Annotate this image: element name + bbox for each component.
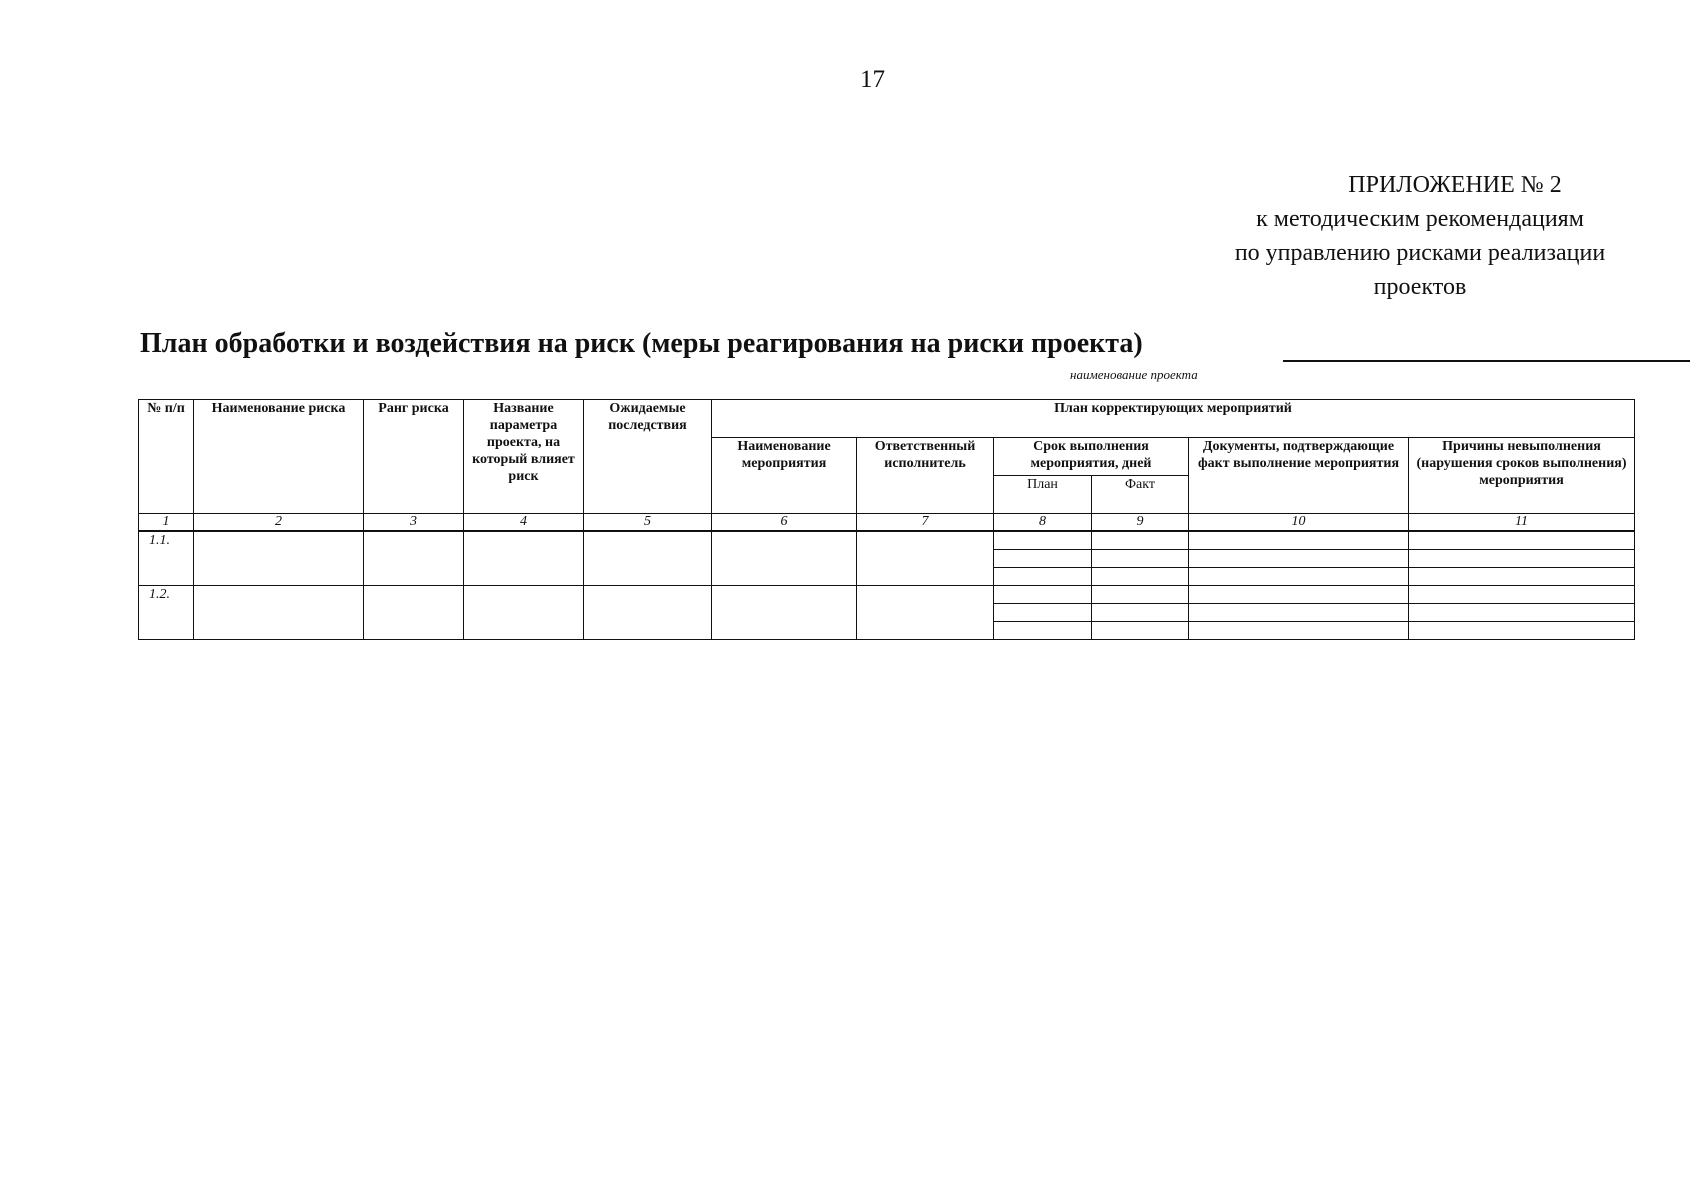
header-fact: Факт bbox=[1092, 476, 1189, 514]
table-row bbox=[139, 531, 1635, 550]
column-number: 7 bbox=[857, 514, 994, 532]
appendix-line-2: по управлению рисками реализации bbox=[1234, 240, 1606, 266]
table-cell bbox=[1092, 622, 1189, 640]
column-numbers-row bbox=[139, 514, 1635, 532]
project-name-caption: наименование проекта bbox=[1070, 367, 1198, 382]
table-cell bbox=[994, 586, 1092, 604]
table-cell bbox=[994, 568, 1092, 586]
table-cell bbox=[194, 531, 364, 586]
appendix-block bbox=[1180, 168, 1660, 304]
header-plan: План bbox=[994, 476, 1092, 514]
row-number: 1.1. bbox=[139, 531, 194, 586]
table-cell bbox=[994, 604, 1092, 622]
column-number: 10 bbox=[1189, 514, 1409, 532]
column-number: 5 bbox=[584, 514, 712, 532]
table-cell bbox=[1092, 531, 1189, 550]
column-number: 3 bbox=[364, 514, 464, 532]
header-documents: Документы, подтверждающие факт выполнение мероприятия bbox=[1189, 438, 1409, 514]
table-cell bbox=[194, 586, 364, 640]
table-cell bbox=[464, 586, 584, 640]
table-cell bbox=[1189, 531, 1409, 550]
header-risk-rank: Ранг риска bbox=[364, 400, 464, 514]
table-cell bbox=[1092, 550, 1189, 568]
header-measure: Наименование мероприятия bbox=[712, 438, 857, 514]
table-cell bbox=[1189, 550, 1409, 568]
column-number: 9 bbox=[1092, 514, 1189, 532]
header-reasons: Причины невыполнения (нарушения сроков выполнения) мероприятия bbox=[1409, 438, 1635, 514]
column-number: 2 bbox=[194, 514, 364, 532]
header-num: № п/п bbox=[139, 400, 194, 514]
appendix-line-1: к методическим рекомендациям bbox=[1256, 206, 1584, 232]
table-cell bbox=[994, 531, 1092, 550]
table-cell bbox=[994, 550, 1092, 568]
column-number: 4 bbox=[464, 514, 584, 532]
risk-plan-table bbox=[138, 399, 1635, 640]
header-responsible: Ответственный исполнитель bbox=[857, 438, 994, 514]
appendix-line-3: проектов bbox=[1373, 274, 1467, 300]
header-risk-name: Наименование риска bbox=[194, 400, 364, 514]
table-cell bbox=[1092, 586, 1189, 604]
table-cell bbox=[994, 622, 1092, 640]
header-deadline: Срок выполнения мероприятия, дней bbox=[994, 438, 1189, 476]
table-cell bbox=[1092, 604, 1189, 622]
table-cell bbox=[712, 586, 857, 640]
table-cell bbox=[1092, 568, 1189, 586]
header-consequences: Ожидаемые последствия bbox=[584, 400, 712, 514]
table-cell bbox=[1189, 622, 1409, 640]
table-cell bbox=[857, 531, 994, 586]
table-cell bbox=[364, 586, 464, 640]
row-number: 1.2. bbox=[139, 586, 194, 640]
header-plan-group: План корректирующих мероприятий bbox=[712, 400, 1635, 438]
table-cell bbox=[712, 531, 857, 586]
document-title: План обработки и воздействия на риск (меры реагирования на риски проекта) bbox=[140, 328, 1143, 359]
table-cell bbox=[1409, 531, 1635, 550]
header-parameter: Название параметра проекта, на который влияет риск bbox=[464, 400, 584, 514]
table-cell bbox=[1409, 550, 1635, 568]
column-number: 6 bbox=[712, 514, 857, 532]
appendix-title: ПРИЛОЖЕНИЕ № 2 bbox=[1348, 172, 1562, 198]
column-number: 8 bbox=[994, 514, 1092, 532]
document-title-row bbox=[140, 328, 1660, 368]
table-cell bbox=[1409, 604, 1635, 622]
table-row bbox=[139, 586, 1635, 604]
table-cell bbox=[464, 531, 584, 586]
table-cell bbox=[584, 586, 712, 640]
table-cell bbox=[1409, 622, 1635, 640]
table-cell bbox=[364, 531, 464, 586]
table-cell bbox=[1189, 586, 1409, 604]
project-name-blank bbox=[1283, 360, 1690, 362]
table-cell bbox=[857, 586, 994, 640]
column-number: 1 bbox=[139, 514, 194, 532]
table-cell bbox=[1409, 586, 1635, 604]
table-cell bbox=[1189, 604, 1409, 622]
column-number: 11 bbox=[1409, 514, 1635, 532]
page-number: 17 bbox=[860, 66, 885, 93]
table-cell bbox=[1189, 568, 1409, 586]
table-cell bbox=[584, 531, 712, 586]
table-cell bbox=[1409, 568, 1635, 586]
